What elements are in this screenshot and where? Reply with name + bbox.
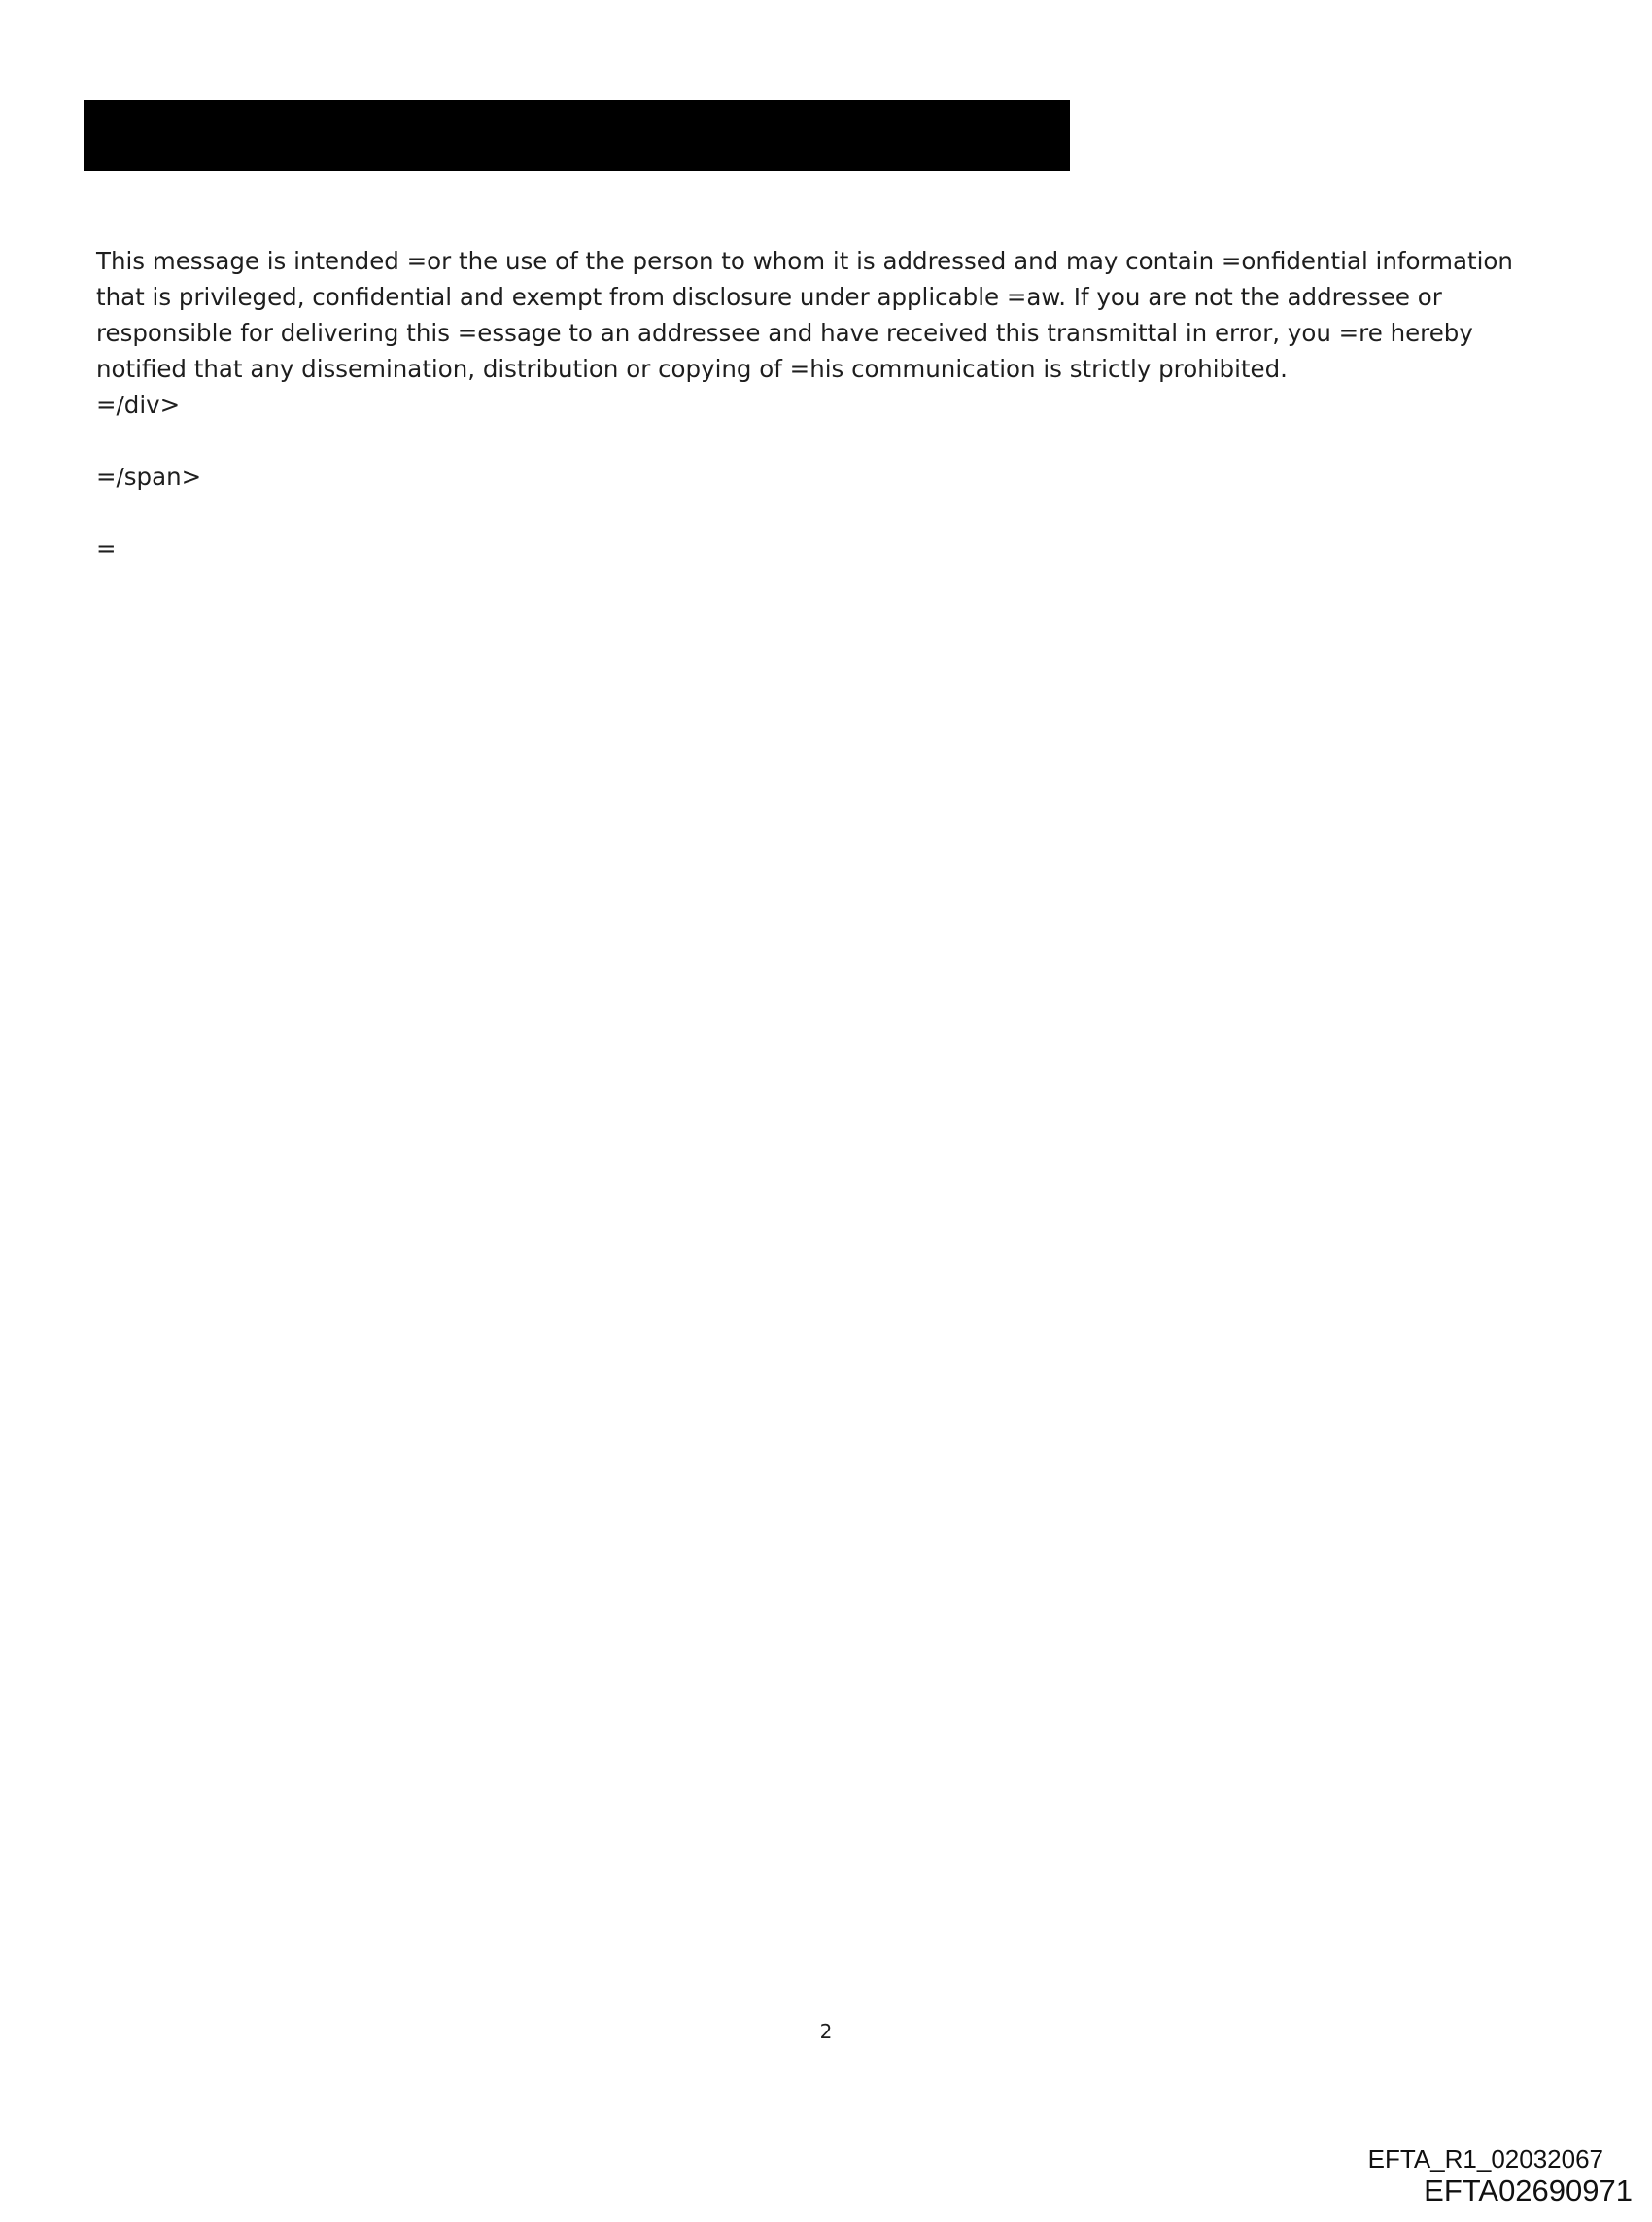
- disclaimer-line: This message is intended =or the use of the person to whom it is addressed and may contain =onfidential information: [96, 247, 1513, 275]
- blank-line: [96, 495, 1534, 531]
- page-number: 2: [819, 2020, 833, 2043]
- disclaimer-line: notified that any dissemination, distribution or copying of =his communication is strictly prohibited.: [96, 355, 1288, 383]
- redaction-bar: [84, 100, 1070, 171]
- blank-line: [96, 423, 1534, 459]
- closing-div-fragment: =/div>: [96, 391, 181, 419]
- bates-number-primary: EFTA_R1_02032067: [1367, 2144, 1603, 2173]
- email-body: [96, 243, 1534, 567]
- trailing-equals-fragment: =: [96, 535, 117, 563]
- bates-number-secondary: EFTA02690971: [1424, 2173, 1633, 2207]
- disclaimer-line: that is privileged, confidential and exempt from disclosure under applicable =aw. If you are not the addressee or: [96, 283, 1442, 311]
- disclaimer-line: responsible for delivering this =essage to an addressee and have received this transmittal in error, you =re hereby: [96, 319, 1473, 347]
- closing-span-fragment: =/span>: [96, 463, 202, 491]
